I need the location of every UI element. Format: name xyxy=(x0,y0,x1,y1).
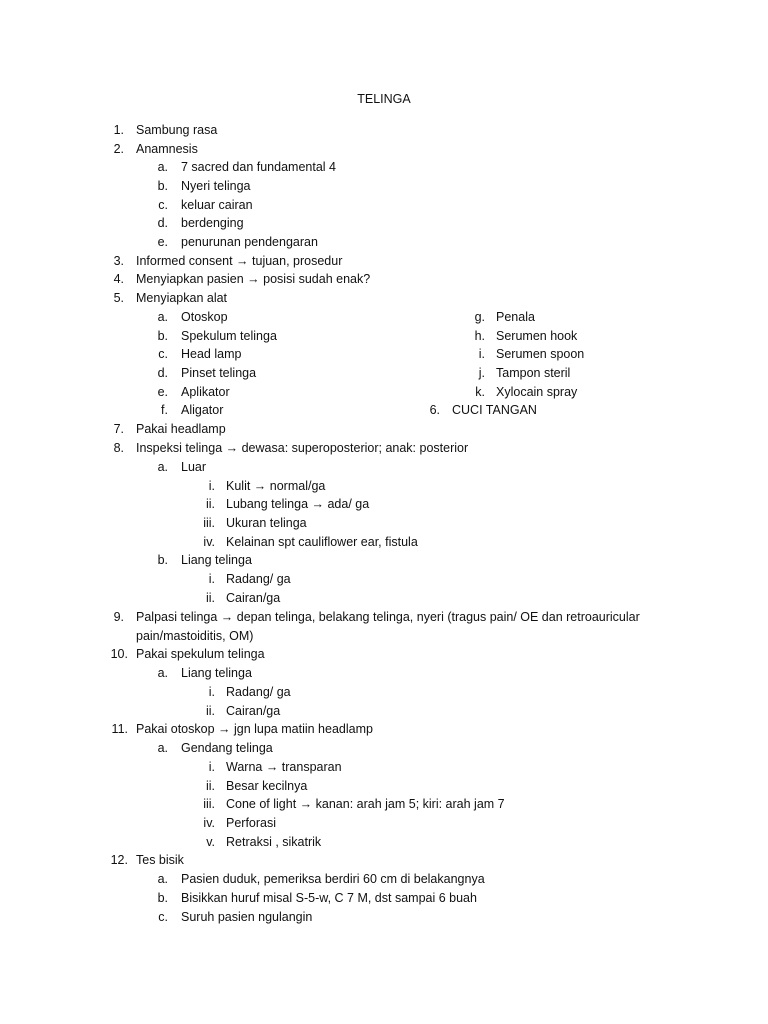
list-marker: a. xyxy=(157,741,168,755)
list-text: Head lamp xyxy=(181,347,242,361)
list-text: Pasien duduk, pemeriksa berdiri 60 cm di belakangnya xyxy=(181,872,485,886)
list-text: Suruh pasien ngulangin xyxy=(181,910,313,924)
list-marker: i. xyxy=(208,479,215,493)
list-marker: g. xyxy=(474,310,485,324)
list-marker: i. xyxy=(478,347,485,361)
list-marker: ii. xyxy=(205,497,215,511)
list-marker: ii. xyxy=(205,779,215,793)
list-text: Anamnesis xyxy=(136,142,198,156)
list-marker: 2. xyxy=(113,142,124,156)
list-marker: a. xyxy=(157,160,168,174)
list-text: Aplikator xyxy=(181,385,230,399)
list-marker: iv. xyxy=(203,816,215,830)
list-marker: 10. xyxy=(110,647,128,661)
list-marker: 5. xyxy=(113,291,124,305)
list-text: Luar xyxy=(181,460,207,474)
list-text: Kelainan spt cauliflower ear, fistula xyxy=(226,535,418,549)
list-text: Retraksi , sikatrik xyxy=(226,835,322,849)
list-marker: 3. xyxy=(113,254,124,268)
list-text: Cairan/ga xyxy=(226,704,281,718)
list-text: Cairan/ga xyxy=(226,591,281,605)
list-text: Tes bisik xyxy=(136,853,184,867)
list-text: Lubang telinga → ada/ ga xyxy=(226,497,370,511)
list-text: Aligator xyxy=(181,403,224,417)
list-marker: iv. xyxy=(203,535,215,549)
list-marker: b. xyxy=(157,553,168,567)
list-marker: a. xyxy=(157,666,168,680)
list-text: Pakai headlamp xyxy=(136,422,226,436)
list-text: Otoskop xyxy=(181,310,228,324)
list-text: Menyiapkan pasien → posisi sudah enak? xyxy=(136,272,371,286)
list-marker: d. xyxy=(157,216,168,230)
list-marker: 4. xyxy=(113,272,124,286)
list-marker: 9. xyxy=(113,610,124,624)
list-marker: 1. xyxy=(113,123,124,137)
list-text: Tampon steril xyxy=(496,366,571,380)
list-marker: i. xyxy=(208,760,215,774)
list-text: Serumen spoon xyxy=(496,347,585,361)
list-marker: a. xyxy=(157,872,168,886)
list-marker: h. xyxy=(474,329,485,343)
list-text: Spekulum telinga xyxy=(181,329,277,343)
list-text: Gendang telinga xyxy=(181,741,273,755)
list-marker: 12. xyxy=(110,853,128,867)
list-marker: e. xyxy=(157,385,168,399)
list-marker: 8. xyxy=(113,441,124,455)
list-marker: a. xyxy=(157,310,168,324)
list-marker: d. xyxy=(157,366,168,380)
list-marker: f. xyxy=(161,403,168,417)
list-marker: b. xyxy=(157,891,168,905)
list-text: Menyiapkan alat xyxy=(136,291,228,305)
list-marker: 6. xyxy=(429,403,440,417)
list-text: keluar cairan xyxy=(181,198,253,212)
list-text: Xylocain spray xyxy=(496,385,578,399)
list-marker: ii. xyxy=(205,591,215,605)
list-text: Liang telinga xyxy=(181,666,252,680)
list-text: Liang telinga xyxy=(181,553,252,567)
list-text: Besar kecilnya xyxy=(226,779,308,793)
list-text: Perforasi xyxy=(226,816,277,830)
list-marker: c. xyxy=(158,910,168,924)
list-text: Bisikkan huruf misal S-5-w, C 7 M, dst sampai 6 buah xyxy=(181,891,477,905)
list-marker: iii. xyxy=(203,797,215,811)
list-text: Kulit → normal/ga xyxy=(226,479,326,493)
list-text: Ukuran telinga xyxy=(226,516,307,530)
list-text: Pakai otoskop → jgn lupa matiin headlamp xyxy=(136,722,373,736)
list-marker: a. xyxy=(157,460,168,474)
list-text: Warna → transparan xyxy=(226,760,342,774)
list-marker: iii. xyxy=(203,516,215,530)
list-text: berdenging xyxy=(181,216,244,230)
list-marker: i. xyxy=(208,572,215,586)
list-marker: k. xyxy=(475,385,485,399)
list-marker: e. xyxy=(157,235,168,249)
list-marker: c. xyxy=(158,198,168,212)
list-text: 7 sacred dan fundamental 4 xyxy=(181,160,336,174)
list-text: Pinset telinga xyxy=(181,366,257,380)
list-text: Nyeri telinga xyxy=(181,179,251,193)
list-marker: v. xyxy=(206,835,215,849)
list-text: CUCI TANGAN xyxy=(452,403,537,417)
list-text: Serumen hook xyxy=(496,329,578,343)
list-text: penurunan pendengaran xyxy=(181,235,318,249)
list-marker: i. xyxy=(208,685,215,699)
list-marker: ii. xyxy=(205,704,215,718)
list-marker: 7. xyxy=(113,422,124,436)
list-text: Radang/ ga xyxy=(226,572,291,586)
list-text: Sambung rasa xyxy=(136,123,218,137)
list-marker: b. xyxy=(157,329,168,343)
list-text: Radang/ ga xyxy=(226,685,291,699)
list-text: Pakai spekulum telinga xyxy=(136,647,265,661)
list-text: Cone of light → kanan: arah jam 5; kiri: arah jam 7 xyxy=(226,797,505,811)
document-title: TELINGA xyxy=(357,92,411,106)
list-text: Informed consent → tujuan, prosedur xyxy=(136,254,343,268)
list-text: Palpasi telinga → depan telinga, belakang telinga, nyeri (tragus pain/ OE dan retroauricular xyxy=(136,610,640,624)
list-marker: j. xyxy=(478,366,485,380)
list-marker: 11. xyxy=(111,722,128,736)
list-marker: c. xyxy=(158,347,168,361)
list-text: Inspeksi telinga → dewasa: superoposterior; anak: posterior xyxy=(136,441,469,455)
list-text: pain/mastoiditis, OM) xyxy=(136,629,254,643)
list-marker: b. xyxy=(157,179,168,193)
list-text: Penala xyxy=(496,310,535,324)
